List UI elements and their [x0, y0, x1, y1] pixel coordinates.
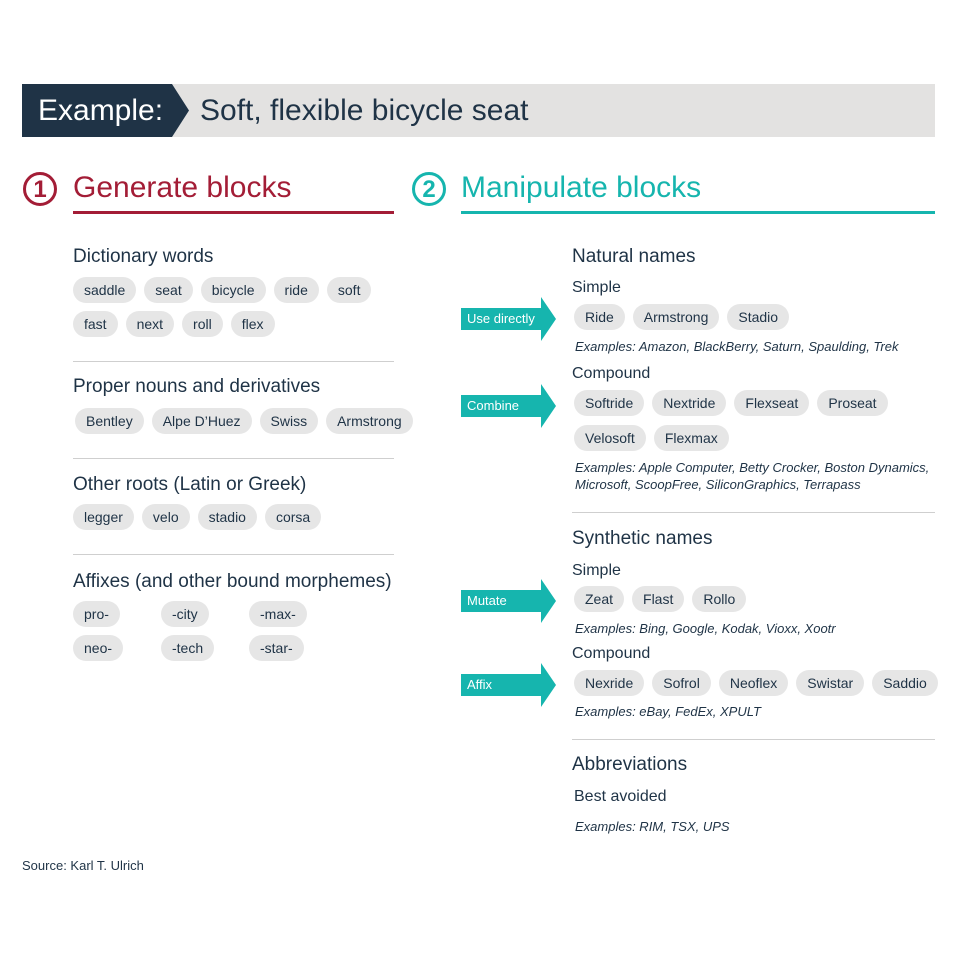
combine-arrow [461, 384, 556, 428]
group-title-synthetic-names: Synthetic names [572, 528, 713, 549]
group-divider [73, 458, 394, 459]
name-chip: Flexmax [654, 425, 729, 451]
block-chip: -star- [249, 635, 304, 661]
name-chip: Stadio [727, 304, 789, 330]
mutate-arrow [461, 579, 556, 623]
banner-label: Example: [38, 94, 164, 127]
banner-title: Soft, flexible bicycle seat [200, 94, 529, 127]
chip-row [73, 504, 321, 530]
synthetic-simple-label: Simple [572, 562, 621, 579]
block-chip: roll [182, 311, 223, 337]
group-title-abbreviations: Abbreviations [572, 754, 688, 775]
block-chip: velo [142, 504, 190, 530]
chip-row [75, 408, 413, 434]
name-chip: Flexseat [734, 390, 809, 416]
chip-row [574, 670, 938, 696]
name-chip: Nexride [574, 670, 644, 696]
name-chip: Neoflex [719, 670, 788, 696]
name-chip: Armstrong [633, 304, 720, 330]
manipulate-blocks-heading: Manipulate blocks [461, 171, 702, 204]
chip-row [73, 277, 371, 303]
group-divider [572, 739, 935, 740]
block-chip: stadio [198, 504, 257, 530]
name-chip: Sofrol [652, 670, 711, 696]
source-note: Source: Karl T. Ulrich [22, 858, 144, 873]
group-divider [73, 554, 394, 555]
block-chip: flex [231, 311, 275, 337]
block-chip: -city [161, 601, 209, 627]
name-chip: Ride [574, 304, 625, 330]
name-chip: Proseat [817, 390, 887, 416]
examples-text [575, 459, 929, 493]
group-divider [572, 512, 935, 513]
block-chip: Bentley [75, 408, 144, 434]
arrow-label: Affix [467, 677, 493, 692]
name-chip: Flast [632, 586, 684, 612]
block-chip: neo- [73, 635, 123, 661]
affix-grid [73, 601, 337, 661]
block-chip: -tech [161, 635, 214, 661]
block-chip: legger [73, 504, 134, 530]
group-title-other-roots: Other roots (Latin or Greek) [73, 474, 307, 495]
use-directly-arrow [461, 297, 556, 341]
generate-heading-rule [73, 211, 394, 214]
block-chip: next [126, 311, 174, 337]
arrow-label: Mutate [467, 593, 507, 608]
chip-row [574, 586, 746, 612]
examples-line: Examples: Apple Computer, Betty Crocker, Boston Dynamics, [575, 460, 930, 475]
chip-row [574, 304, 789, 330]
group-title-affixes: Affixes (and other bound morphemes) [73, 571, 392, 592]
group-divider [73, 361, 394, 362]
examples-text: Examples: RIM, TSX, UPS [575, 819, 730, 834]
chip-row [73, 311, 275, 337]
step-1-badge: 1 [23, 172, 57, 206]
block-chip: seat [144, 277, 192, 303]
chip-row [574, 390, 888, 416]
manipulate-heading-rule [461, 211, 935, 214]
generate-blocks-heading: Generate blocks [73, 171, 292, 204]
block-chip: saddle [73, 277, 136, 303]
name-chip: Velosoft [574, 425, 646, 451]
step-2-badge: 2 [412, 172, 446, 206]
block-chip: ride [274, 277, 319, 303]
natural-compound-label: Compound [572, 365, 651, 382]
examples-text: Examples: Amazon, BlackBerry, Saturn, Spaulding, Trek [575, 339, 899, 354]
block-chip: bicycle [201, 277, 266, 303]
name-chip: Softride [574, 390, 644, 416]
name-chip: Swistar [796, 670, 864, 696]
group-title-dictionary-words: Dictionary words [73, 246, 214, 267]
name-chip: Zeat [574, 586, 624, 612]
examples-line: Microsoft, ScoopFree, SiliconGraphics, Terrapass [575, 477, 861, 492]
name-chip: Saddio [872, 670, 938, 696]
block-chip: -max- [249, 601, 307, 627]
name-chip: Nextride [652, 390, 726, 416]
arrow-label: Combine [467, 398, 520, 413]
block-chip: pro- [73, 601, 120, 627]
examples-text: Examples: eBay, FedEx, XPULT [575, 704, 761, 719]
block-chip: fast [73, 311, 118, 337]
block-chip: corsa [265, 504, 321, 530]
block-chip: Alpe D’Huez [152, 408, 252, 434]
natural-simple-label: Simple [572, 279, 621, 296]
affix-arrow [461, 663, 556, 707]
block-chip: soft [327, 277, 372, 303]
group-title-proper-nouns: Proper nouns and derivatives [73, 376, 321, 397]
group-title-natural-names: Natural names [572, 246, 696, 267]
block-chip: Swiss [260, 408, 319, 434]
chip-row [574, 425, 729, 451]
examples-text: Examples: Bing, Google, Kodak, Vioxx, Xootr [575, 621, 836, 636]
block-chip: Armstrong [326, 408, 413, 434]
name-chip: Rollo [692, 586, 746, 612]
synthetic-compound-label: Compound [572, 645, 651, 662]
abbreviations-label: Best avoided [574, 788, 667, 805]
arrow-label: Use directly [467, 311, 535, 326]
